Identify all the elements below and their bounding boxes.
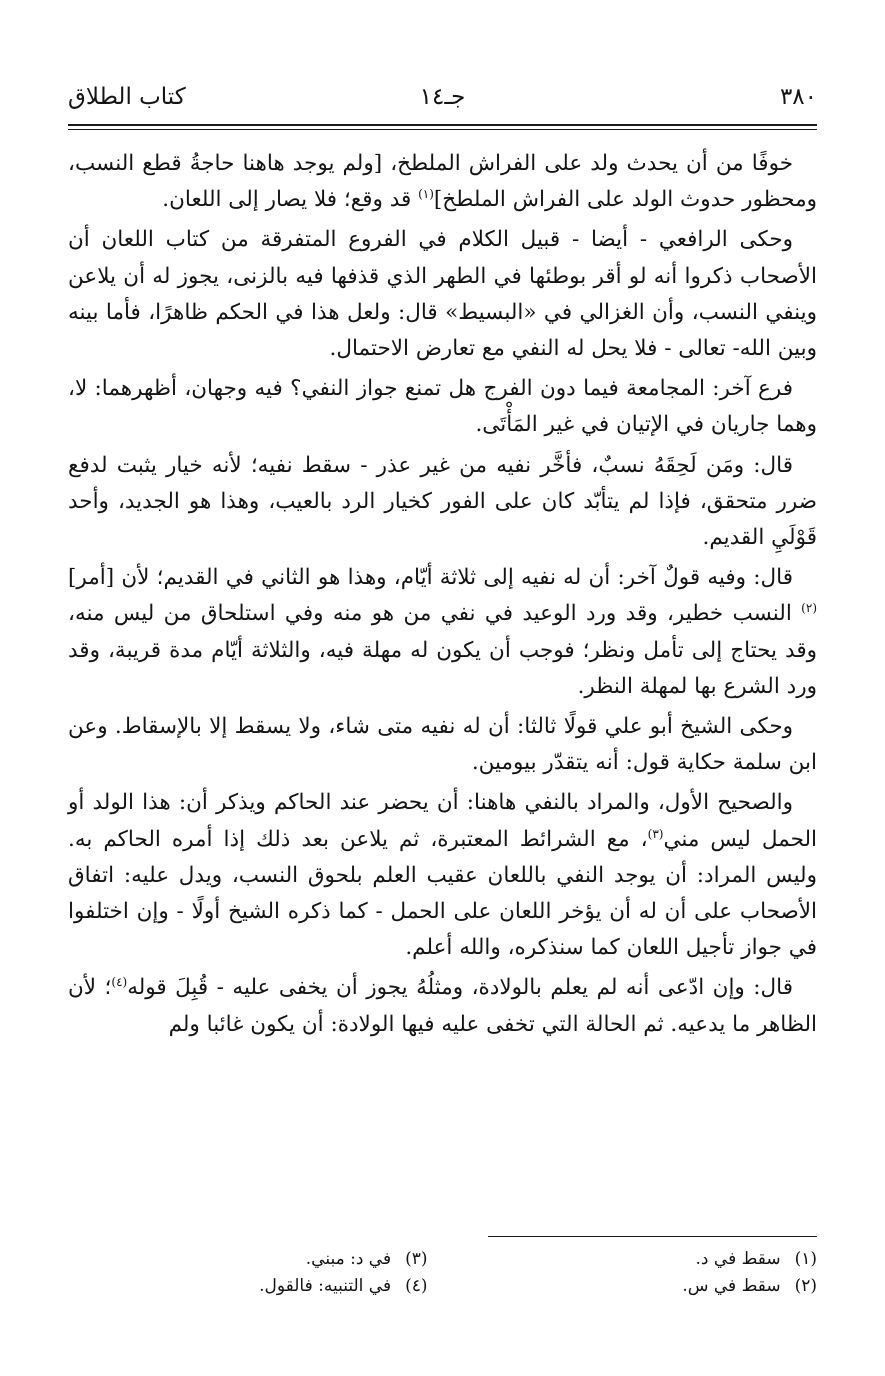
paragraph <box>68 785 817 966</box>
footnote-number: (١) <box>794 1249 817 1269</box>
paragraph-text: وحكى الرافعي - أيضا - قبيل الكلام في الفروع المتفرقة من كتاب اللعان أن الأصحاب ذكروا أنه لو أقر بوطئها في الطهر الذي قذفها فيه بالزنى، يجوز له أن يلاعن وينفي النسب، وأن الغزالي في «البسيط» قال: ولعل هذا في الحكم ظاهرًا، فأما بينه وبين الله- تعالى - فلا يحل له النفي مع تعارض الاحتمال. <box>68 227 817 362</box>
footnote-text: في التنبيه: فالقول. <box>259 1276 392 1296</box>
paragraph-text: ، مع الشرائط المعتبرة، ثم يلاعن بعد ذلك إذا أمره الحاكم به. وليس المراد: أن يوجد النفي باللعان عقيب العلم بلحوق النسب، ويدل عليه: اتفاق الأصحاب على أن له أن يؤخر اللعان على الحمل - كما ذكره الشيخ أولًا - وإن اختلفوا في جواز تأجيل اللعان كما سنذكره، والله أعلم. <box>68 826 817 961</box>
paragraph <box>68 448 817 557</box>
paragraph-text: قال: ومَن لَحِقَهُ نسبٌ، فأخَّر نفيه من غير عذر - سقط نفيه؛ لأنه خيار يثبت لدفع ضرر متحقق، فإذا لم يتأبّد كان على الفور كخيار الرد بالعيب، وهذا هو الجديد، وأحد قَوْلَيِ القديم. <box>68 452 817 551</box>
paragraph-text: وحكى الشيخ أبو علي قولًا ثالثا: أن له نفيه متى شاء، ولا يسقط إلا بالإسقاط. وعن ابن سلمة حكاية قول: أنه يتقدّر بيومين. <box>68 714 817 776</box>
paragraph-text: خوفًا من أن يحدث ولد على الفراش الملطخ، [ولم يوجد هاهنا حاجةُ قطع النسب، ومحظور حدوث الولد على الفراش الملطخ] <box>68 151 817 213</box>
paragraph-text: النسب خطير، وقد ورد الوعيد في نفي من هو منه وفي استلحاق من ليس منه، وقد يحتاج إلى تأمل ونظر؛ فوجب أن يكون له مهلة فيه، والثلاثة أيّام مدة قريبة، وقد ورد الشرع بها لمهلة النظر. <box>68 601 817 699</box>
book-title: كتاب الطلاق <box>68 84 186 110</box>
header-rule-thick <box>68 124 817 126</box>
paragraph-text: والصحيح الأول، والمراد بالنفي هاهنا: أن يحضر عند الحاكم ويذكر أن: هذا الولد أو الحمل ليس مني <box>68 790 817 852</box>
footnote-item <box>68 1273 428 1300</box>
main-text <box>68 146 817 1047</box>
paragraph-text: قال: وإن ادّعى أنه لم يعلم بالولادة، ومثلُهُ يجوز أن يخفى عليه - قُبِلَ قوله <box>127 975 793 1001</box>
paragraph <box>68 371 817 443</box>
paragraph-text: قال: وفيه قولٌ آخر: أن له نفيه إلى ثلاثة أيّام، وهذا هو الثاني في القديم؛ لأن [أمر] <box>68 565 793 591</box>
footnote-separator <box>488 1236 817 1237</box>
footnote-item <box>457 1246 817 1273</box>
footnotes-column-right <box>457 1246 817 1300</box>
paragraph <box>68 560 817 705</box>
page-number: ٣٨٠ <box>779 84 817 110</box>
footnote-text: سقط في د. <box>695 1249 781 1269</box>
paragraph <box>68 970 817 1042</box>
paragraph-text: ؛ لأن الظاهر ما يدعيه. ثم الحالة التي تخفى عليه فيها الولادة: أن يكون غائبا ولم <box>68 975 817 1037</box>
footnote-ref: (٤) <box>111 975 128 990</box>
paragraph <box>68 146 817 218</box>
footnote-number: (٢) <box>794 1276 817 1296</box>
header-rule-thin <box>68 129 817 130</box>
paragraph <box>68 222 817 367</box>
footnote-ref: (٣) <box>647 826 664 841</box>
footnote-text: في د: مبني. <box>305 1249 392 1269</box>
footnote-item <box>68 1246 428 1273</box>
footnote-item <box>457 1273 817 1300</box>
footnote-text: سقط في س. <box>682 1276 781 1296</box>
footnotes-column-left <box>68 1246 428 1300</box>
footnote-ref: (٢) <box>801 601 817 616</box>
paragraph <box>68 709 817 781</box>
paragraph-text: قد وقع؛ فلا يصار إلى اللعان. <box>162 187 419 213</box>
volume-label: جـ١٤ <box>419 84 466 110</box>
page-header <box>68 80 817 120</box>
footnote-number: (٣) <box>405 1249 428 1269</box>
paragraph-text: فرع آخر: المجامعة فيما دون الفرج هل تمنع جواز النفي؟ فيه وجهان، أظهرهما: لا، وهما جاريان في الإتيان في غير المَأْتَى. <box>68 376 817 438</box>
footnote-number: (٤) <box>405 1276 428 1296</box>
footnote-ref: (١) <box>418 187 434 202</box>
